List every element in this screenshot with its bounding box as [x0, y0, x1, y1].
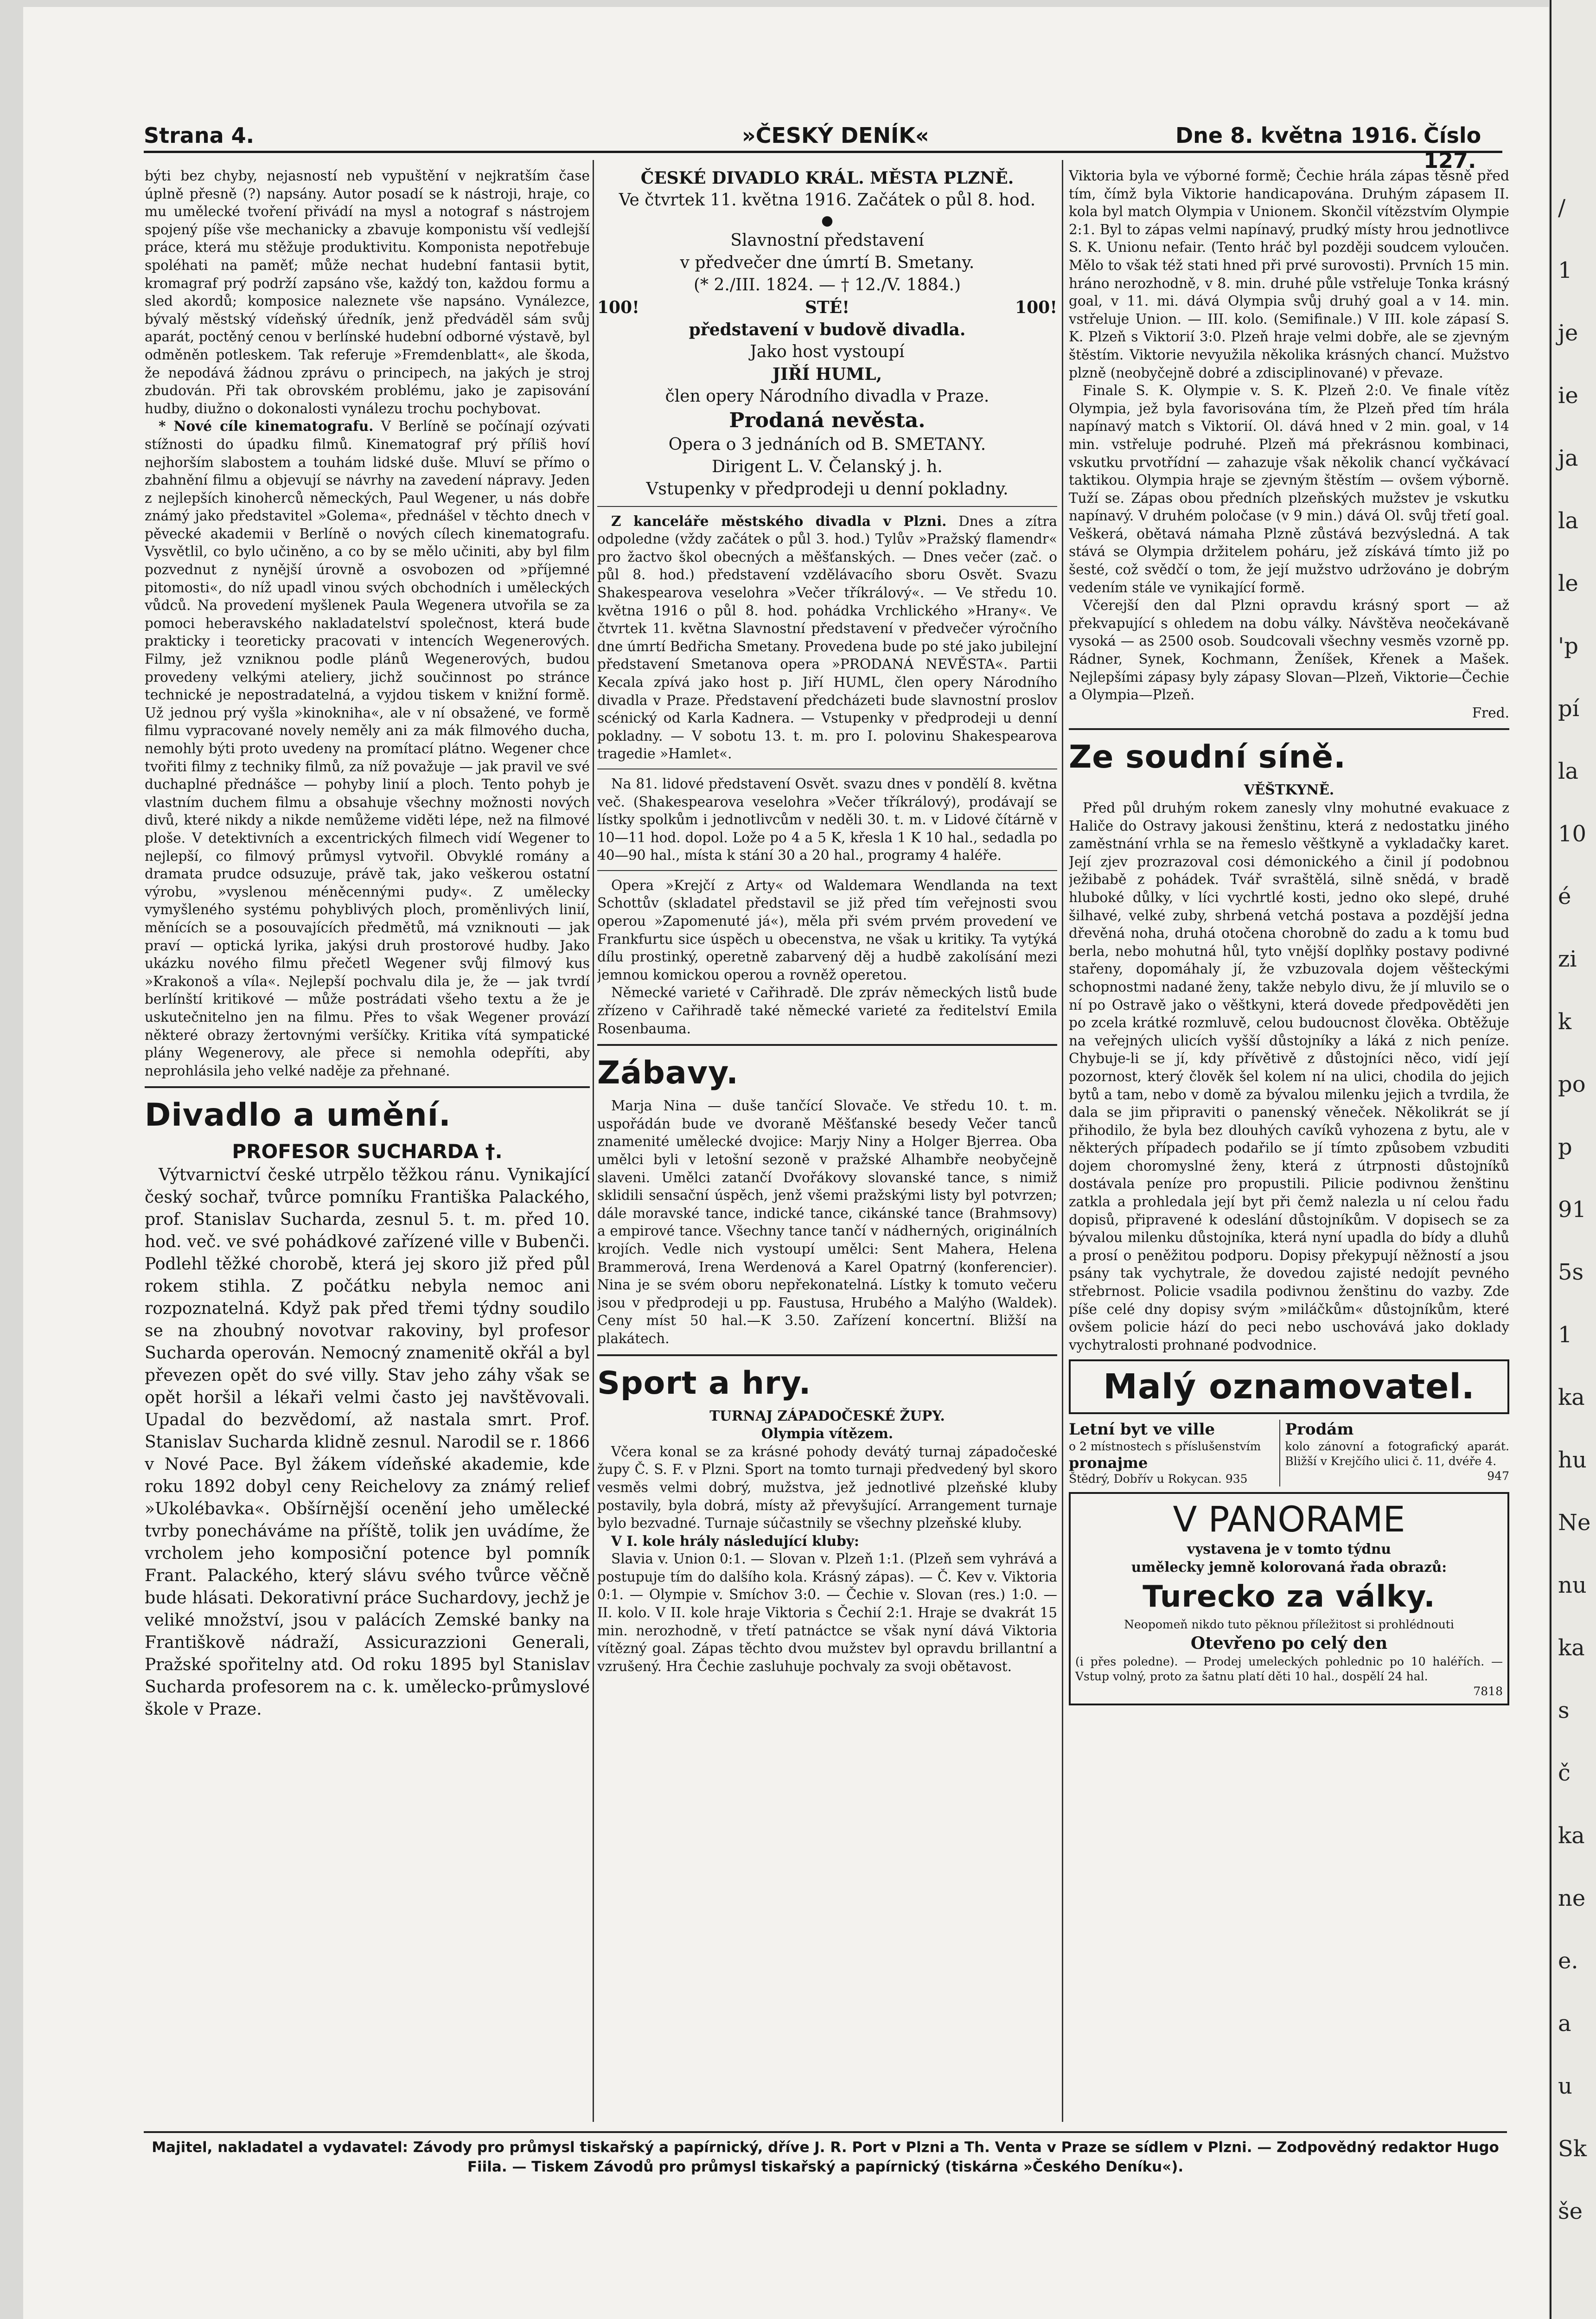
hundredth-label: STÉ! [804, 297, 850, 317]
ad-summer-flat-address: Štědrý, Dobřív u Rokycan. [1069, 1472, 1222, 1486]
imprint-footer: Majitel, nakladatel a vydavatel: Závody pro průmysl tiskařský a papírnický, dříve J. R. Port v Plzni a Th. Venta v Praze se sídlem v Plzni. — Zodpovědný redaktor Hugo Fiila. — Tiskem Závodů pro průmysl tiskařský a papírnický (tiskárna »Českého Deníku«). [144, 2131, 1507, 2177]
issue-number: Číslo 127. [1424, 123, 1481, 173]
bullet-mark: ● [821, 212, 833, 228]
panorama-line-6: (i přes poledne). — Prodej umeleckých pohlednic po 10 haléřích. — Vstup volný, proto za šatnu platí děti 10 hal., dospělí 24 hal. [1075, 1654, 1503, 1683]
gala-line-1: Slavnostní představení [730, 231, 924, 250]
adjacent-page-fragment: ka [1558, 1384, 1585, 1410]
adjacent-page-fragment: ie [1558, 383, 1578, 409]
adjacent-page-fragment: le [1558, 570, 1578, 596]
ad-summer-flat-number: 935 [1225, 1472, 1248, 1486]
theatre-office-lead: Z kanceláře městského divadla v Plzni. [611, 512, 947, 529]
hundredth-line: představení v budově divadla. [689, 320, 966, 340]
column-left [145, 167, 590, 2129]
section-heading-court: Ze soudní síně. [1069, 739, 1346, 776]
issue-date: Dne 8. května 1916. [1175, 123, 1418, 148]
divider [597, 870, 1057, 871]
adjacent-page-fragment: 'p [1558, 633, 1578, 659]
section-divider [145, 1086, 590, 1088]
hundredth-row [597, 296, 1057, 319]
ad-for-sale-title: Prodám [1285, 1420, 1354, 1439]
section-divider [597, 1354, 1057, 1356]
court-article-text: Před půl druhým rokem zanesly vlny mohutné evakuace z Haliče do Ostravy jakousi ženštinu, která z nedostatku jiného zaměstnání vrhla se na řemeslo věštkyně a vykladačky karet. Její zjev prozrazoval cosi démonického a činil jí podobnou ježibabě z pohádek. Tvář svraštělá, silně snědá, v bradě hluboké důlky, v líci vychrtlé kosti, jedno oko slepé, druhé šilhavé, velké zuby, shrbená vetchá postava a pozdější jedna dřevěná noha, druhá otočena chorobně do zadu a k tomu bud berla, nebo mohutná hůl, tyto vnější doplňky postavy podivné stařeny, dopomáhaly jí, že vzbuzovala dojem věšteckými schopnostmi nadané ženy, takže nebylo divu, že jí mluvilo se o ní po Ostravě jako o věštkyni, která dovede předpověděti jen po zcela krátké rozmluvě, celou budoucnost člověka. Obtěžuje na veřejných ulicích vyšší důstojníky a láká z nich peníze. Chybuje-li se jí, kdy přívětivě z důstojníci něco, vidí její pozornost, který člověk šel kolem ní na ulici, chodila do jejich bytů a tam, nebo v domě za bývalou milenku jejich a tvrdila, že dala se jim připraviti o panenský věneček. Několikrát se jí přihodilo, že byla bez dlouhých cavíků vyhozena z bytu, ale v některých případech podařilo se jí tímto způsobem vzbuditi dojem choromyslné ženy, která z útrpnosti důstojníků dostávala peníze pro propustili. Pilicie podivnou ženštinu zatkla a prohledala její byt při čemž nalezla u ní celou řadu dopisů, připravené k odeslání důstojníkům. V dopisech se za bývalou milenku důstojníka, která nyní upadla do bídy a dluhů a prosí o peněžitou podporu. Dopisy překypují něžností a jsou psány tak vychytrale, že dovedou zajisté nedojít pevného střebrnost. Policie vsadila podivnou ženštinu do vazby. Zde píše celé dny dopisy svým »miláčkům« důstojníkům, které ovšem policie hází do peci nebo uschovává jako doklady vychytralosti prohnané podvodnice. [1069, 800, 1509, 1353]
adjacent-page-fragment: u [1558, 2073, 1572, 2099]
panorama-line-4: Neopomeň nikdo tuto pěknou příležitost si prohlédnouti [1124, 1617, 1454, 1631]
adjacent-page-fragment: č [1558, 1760, 1570, 1786]
tickets-line: Vstupenky v předprodeji u denní pokladny. [646, 479, 1009, 499]
ad-for-sale-text: kolo zánovní a fotografický aparát. Bližší v Krejčího ulici č. 11, dvéře 4. [1285, 1440, 1509, 1468]
folk-performance: Na 81. lidové představení Osvět. svazu dnes v pondělí 8. května več. (Shakespearova veselohra »Večer tříkrálový), prodávají se lístky spolkům i jednotlivcům v neděli 30. t. m. v Lidové čítárně v 10—11 hod. dopol. Lože po 4 a 5 K, křesla 1 K 10 hal., sedadla po 40—90 hal., místa k stání 30 a 20 hal., programy 4 haléře. [597, 775, 1057, 864]
theatre-office-news [597, 512, 1057, 763]
film-article [145, 417, 590, 1080]
court-article-title: VĚŠTKYNĚ. [1244, 782, 1334, 798]
adjacent-page-fragment: la [1558, 508, 1578, 534]
adjacent-page-fragment: é [1558, 884, 1571, 910]
adjacent-page-fragment: e. [1558, 1948, 1578, 1974]
notograph-article-end: býti bez chyby, nejasností neb vypuštění v nejkratším čase úplně přesně (?) napsány. Autor posadí se k nástroji, hraje, co mu umělecké tvoření přivádí na mysl a notograf s nástrojem spojený píše vše mechanicky a zbavuje komponistu vší vedlejší práce, která mu stěžuje produktivitu. Komponista nepotřebuje spoléhati na paměť; může nechat hudební fantasii bytit, kromagraf prý podrží zapsáno vše, každý ton, každou formu a sled akordů; komposice naleznete vše napsáno. Vynálezce, bývalý městský vídeňský úředník, jenž předváděl sám svůj aparát, poctěný cenou v berlínské hudební odborné výstavě, byl odměněn potleskem. Tak referuje »Fremdenblatt«, ale škoda, že nepodává žádnou zprávu o principech, na jakých je stroj zbudován. Při tak obrovském problému, jako je zapisování hudby, diužno o dokonalosti vynálezu trochu pochybovat. [145, 168, 590, 416]
panorama-number: 7818 [1473, 1684, 1503, 1698]
singer-role: člen opery Národního divadla v Praze. [665, 386, 990, 406]
hundred-right: 100! [1015, 297, 1057, 317]
adjacent-page-fragment: ka [1558, 1823, 1585, 1849]
tournament-subtitle: Olympia vítězem. [761, 1425, 894, 1442]
newspaper-page [23, 7, 1549, 2319]
page-number: Strana 4. [144, 123, 255, 148]
panorama-line-1: vystavena je v tomto týdnu [1187, 1541, 1391, 1557]
section-divider [1069, 728, 1509, 730]
ad-summer-flat-title: Letní byt ve ville [1069, 1420, 1215, 1439]
panorama-exhibit-title: Turecko za války. [1143, 1579, 1436, 1614]
opera-article: Opera »Krejčí z Arty« od Waldemara Wendlanda na text Schottův (skladatel představil se již před tím veřejnosti svou operou »Zapomenuté já«), měla při svém prvém provedení ve Frankfurtu sice úspěch u obecenstva, ne však u kritiky. Ta vytýká dílu prostinký, operetně zabarvený děj a hudbě zakolísání mezi jemnou komickou operou a rovněž operetou. [597, 877, 1057, 983]
theatre-office-text: Dnes a zítra odpoledne (vždy začátek o půl 3. hod.) Tylův »Pražský flamendr« pro žactvo škol obecných a měšťanských. — Dnes večer (zač. o půl 8. hod.) představení vzdělávacího sboru Osvět. Svazu Shakespearova veselohra »Večer tříkrálový«. — Ve středu 10. května 1916 o půl 8. hod. pohádka Vrchlického »Hrany«. Ve čtvrtek 11. května Slavnostní představení v předvečer výročního dne úmrtí Bedřicha Smetany. Provedena bude po sté jako jubilejní představení Smetanova opera »PRODANÁ NEVĚSTA«. Partii Kecala zpívá jako host p. Jiří HUML, člen opery Národního divadla v Praze. Představení předcházeti bude slavnostní proslov scénický od Karla Kadnera. — Vstupenky v předprodeji u denní pokladny. — V sobotu 13. t. m. pro I. polovinu Shakespearova tragedie »Hamlet«. [597, 513, 1057, 762]
singer-name: JIŘÍ HUML, [772, 364, 882, 384]
adjacent-page-fragment: ne [1558, 1885, 1586, 1911]
panorama-title: V PANORAME [1173, 1499, 1405, 1540]
sport-article-continued: Viktoria byla ve výborné formě; Čechie hrála zápas těsně před tím, čímž byla Viktorie handicapována. Druhým zápasem II. kola byl match Olympia v Unionem. Skončil vítězstvím Olympie 2:1. Byl to zápas velmi napínavý, prudký místy hrou jednotlivce S. K. Unionu nefair. (Tento hráč byl později soudcem vyloučen. Mělo to však též stati hned při prvé surovosti). Prvních 15 min. hráno nerozhodně, v 8. min. druhé půle vstřeluje Tonka krásný goal, v 11. mi. dává Olympia svůj druhý goal a v 14. min. vstřeluje Union. — III. kolo. (Semifinale.) V III. kole zápasí S. K. Plzeň s Viktorií 3:0. Plzeň hraje velmi dobře, ale se zjevným štěstím. Viktorie nevyužila několika krásných chancí. Mužstvo plzně (neobyčejně dobré a zdisciplinované) v převaze. [1069, 168, 1509, 381]
page-header [144, 123, 1502, 173]
column-middle [597, 167, 1057, 2129]
adjacent-page-fragment: k [1558, 1009, 1572, 1035]
obituary-text: Výtvarnictví české utrpělo těžkou ránu. Vynikající český sochař, tvůrce pomníku Františka Palackého, prof. Stanislav Sucharda, zesnul 5. t. m. před 10. hod. več. ve své pohádkové zařízené ville v Bubenči. Podlehl těžké chorobě, která jej skoro již před půl rokem stihla. Z počátku nebyla nemoc ani rozpoznatelná. Když pak před třemi týdny soudilo se na zhoubný novotvar rakoviny, byl profesor Sucharda operován. Nemocný znamenitě okřál a byl převezen opět do své villy. Stav jeho záhy však se opět horšil a lékaři velmi často jej navštěvovali. Upadal do bezvědomí, až nastala smrt. Prof. Stanislav Sucharda klidně zesnul. Narodil se r. 1866 v Nové Pace. Byl žákem vídeňské akademie, kde roku 1892 dobyl ceny Reichelovy za známý relief »Ukolébavka«. Obšírnější ocenění jeho umělecké tvrby ponecháváme na příště, tolik jen uvádíme, že vrcholem jeho komposiční potence byl pomník Frant. Palackého, který slávu svého tvůrce věčně bude hlásati. Dekorativní práce Suchardovy, jechž je veliké množství, jsou v palácích Zemské banky na Františkově nádraží, Assicurazzioni Generali, Pražské spořitelny atd. Od roku 1895 byl Stanislav Sucharda profesorem na c. k. umělecko-průmyslové škole v Praze. [145, 1166, 590, 1719]
ad-for-sale-number: 947 [1487, 1469, 1509, 1483]
adjacent-page-fragment: nu [1558, 1572, 1587, 1598]
adjacent-page-fragment: Sk [1558, 2136, 1587, 2162]
adjacent-page-fragment: je [1558, 320, 1578, 346]
ad-summer-flat [1069, 1420, 1280, 1486]
panorama-ad [1069, 1492, 1509, 1705]
ad-summer-flat-contact [1069, 1472, 1276, 1486]
author-signature: Fred. [1472, 705, 1509, 721]
adjacent-page-strip [1550, 0, 1596, 2319]
obituary-title: PROFESOR SUCHARDA †. [232, 1140, 503, 1163]
performance-date: Ve čtvrtek 11. května 1916. Začátek o půl 8. hod. [619, 191, 1036, 210]
final-report: Finale S. K. Olympie v. S. K. Plzeň 2:0. Ve finale vítěz Olympia, jež byla favorisována tím, že Plzeň před tím hrála napínavý match s Viktorií. Ol. dává hned v 2 min. goal, v 14 min. vstřeluje podruhé. Plzeň má překrásnou kombinaci, vskutku prvotřídní — zahazuje však několik chancí vyčkávací taktikou. Olympia hraje se zjevným štěstím — ovšem výborně. Tuží se. Zápas obou předních plzeňských mužstev je vskutku napínavý. V druhém poločase (v 9 min.) dává Ol. svůj třetí goal. Veškerá, obětavá námaha Plzně zůstává bezvýsledná. A tak stává se Olympia držitelem poháru, jež získává tímto již po šesté, což svědčí o tom, že její mužstvo udržováno je dobrým vedením stále ve vynikající formě. [1069, 383, 1509, 596]
round-one-label: V I. kole hrály následující kluby: [611, 1532, 859, 1549]
ad-for-sale [1280, 1420, 1509, 1486]
adjacent-page-fragment: pí [1558, 696, 1580, 722]
column-rule [1062, 160, 1063, 2122]
guest-line: Jako host vystoupí [750, 342, 905, 361]
classifieds-banner [1069, 1359, 1509, 1414]
adjacent-page-fragment: ka [1558, 1635, 1585, 1661]
opera-subtitle: Opera o 3 jednáních od B. SMETANY. [668, 435, 986, 454]
gala-line-2: v předvečer dne úmrtí B. Smetany. [680, 253, 975, 272]
adjacent-page-fragment: po [1558, 1071, 1586, 1097]
gala-line-3: (* 2./III. 1824. — † 12./V. 1884.) [694, 275, 961, 295]
adjacent-page-fragment: a [1558, 2011, 1571, 2037]
entertainment-article: Marja Nina — duše tančící Slovače. Ve středu 10. t. m. uspořádán bude ve dvoraně Měšťanské besedy Večer tanců znamenité umělecké dvojice: Marjy Niny a Holger Bjerrea. Oba umělci byli v letošní sezoně v pražské Alhambře neobyčejně slaveni. Umělci zatančí Dvořákovy slovanské tance, s nimiž sklidili sensační úspěch, jenž všemi pražskými listy byl potvrzen; dále moravské tance, indické tance, cikánské tance (Brahmsovy) a empirové tance. Všechny tance tančí v nádherných, originálních krojích. Vedle nich vystoupí umělci: Sent Mahera, Helena Brammerová, Irena Werdenová a Karel Opatrný (konferencier). Nina je se svém oboru nepřekonatelná. Lístky k tomuto večeru jsou v předprodeji u pp. Faustusa, Hrubého a Malýho (Waldek). Ceny míst 50 hal.—K 3.50. Zařízení koncertní. Bližší na plakátech. [597, 1098, 1057, 1346]
newspaper-title: »ČESKÝ DENÍK« [742, 123, 929, 148]
adjacent-page-fragment: 10 [1558, 821, 1587, 847]
yesterday-report: Včerejší den dal Plzni opravdu krásný sport — až překvapující s ohledem na dobu války. Návštěva neočekávaně vysoká — as 2500 osob. Soudcovali všechny vesměs vzorně pp. Rádner, Synek, Kochmann, Ženíšek, Křenek a Mašek. Nejlepšími zápasy byly zápasy Slovan—Plzeň, Viktorie—Čechie a Olympia—Plzeň. [1069, 597, 1509, 703]
section-divider [597, 1044, 1057, 1046]
adjacent-page-fragment: 91 [1558, 1197, 1587, 1223]
panorama-open: Otevřeno po celý den [1190, 1633, 1388, 1653]
adjacent-page-fragment: hu [1558, 1447, 1587, 1473]
column-rule [593, 160, 594, 2122]
column-right [1069, 167, 1509, 2129]
variete-article: Německé varieté v Cařihradě. Dle zpráv německých listů bude zřízeno v Cařihradě také německé varieté za ředitelství Emila Rosenbauma. [597, 985, 1057, 1037]
classified-ads [1069, 1420, 1509, 1486]
section-heading-zabavy: Zábavy. [597, 1055, 739, 1092]
conductor-line: Dirigent L. V. Čelanský j. h. [712, 457, 943, 476]
opera-title: Prodaná nevěsta. [729, 408, 926, 432]
theatre-title: ČESKÉ DIVADLO KRÁL. MĚSTA PLZNĚ. [640, 168, 1014, 188]
adjacent-page-fragment: Ne [1558, 1510, 1591, 1536]
panorama-line-2: umělecky jemně kolorovaná řada obrazů: [1131, 1559, 1447, 1575]
adjacent-page-fragment: ja [1558, 445, 1578, 471]
film-article-text: V Berlíně se počínají ozývati stížnosti do úpadku filmů. Kinematograf prý příliš hoví nejhorším slabostem a touhám lidské duše. Mluví se přímo o zbahnění filmu a objevují se návrhy na zavedení nápravy. Jeden z nejlepších kinoherců německých, Paul Wegener, u nás dobře známý jako představitel »Golema«, přednášel v těchto dnech v pěvecké akademii v Berlíně o nových cílech kinematografu. Vysvětlil, co bylo učiněno, a co by se mělo učiniti, aby byl film pozvednut z nynější úrovně a osvobozen od »příjemné pitomosti«, do níž upadl vinou svých obchodních i uměleckých vůdců. Na provedení myšlenek Paula Wegenera utvořila se za pomoci heberavského nakladatelství společnost, která bude prakticky i teoreticky pracovati v intencích Wegenerových. Filmy, jež vzniknou podle plánů Wegenerových, budou provedeny velkými ateliery, jichž součinnost po stránce technické je nepostradatelná, a vyjdou tiskem v knižní formě. Už jednou prý vyšla »kinoknihа«, ale v ní obsažené, ve formě filmu vypracované novely neměly ani za mák filmového ducha, nemohly býti proto uvedeny na promítací plátno. Wegener chce tvořiti filmy z techniky filmů, za níž považuje — jak pravil ve své duchaplné přednášce — pohyby linií a ploch. Tento pohyb je vlastním duchem filmu a obsahuje všechny možnosti nových divů, které nikdy a nikde nemůžeme viděti lépe, než na filmové ploše. V detektivních a excentrických filmech vidí Wegener to nejlepší, co filmový průmysl vytvořil. Obvyklé romány a dramata prudce odsuzuje, právě tak, jako veškerou ostatní výrobu, »vyslenou méněcennými pudy«. Z umělecky vymyšleného systému pohyblivých ploch, proměnlivých linií, měnících se a posouvajících předmětů, má vzniknouti — jak praví — optická lyrika, jakýsi druh prostorové hudby. Jako ukázku nového filmu přečetl Wegener svůj filmový kus »Krakonoš a víla«. Nejlepší pochvalu dila je, že — jak tvrdí berlínští kritikové — může postrádati všeho textu a že je uskutečnitelno jen na filmu. Přes to však Wegener provází některé obrazy žertovnými veršíčky. Kritika vítá sympatické plány Wegenerovy, ale přece si nemohla odepříti, aby neprohlásila jeho velké naděje za přehnané. [145, 418, 590, 1079]
adjacent-page-fragment: še [1558, 2198, 1583, 2224]
hundred-left: 100! [597, 297, 639, 317]
tournament-title: TURNAJ ZÁPADOČESKÉ ŽUPY. [709, 1407, 945, 1424]
adjacent-page-fragment: la [1558, 758, 1578, 784]
adjacent-page-fragment: 1 [1558, 257, 1572, 283]
divider [597, 506, 1057, 507]
adjacent-page-fragment: 1 [1558, 1322, 1572, 1348]
adjacent-page-fragment: zi [1558, 946, 1577, 972]
sport-article: Včera konal se za krásné pohody devátý turnaj západočeské župy Č. S. F. v Plzni. Sport na tomto turnaji předvedený byl skoro vesměs velmi dobrý, mužstva, jež jednotlivé plzeňské kluby postavily, byla dobrá, místy až převyšující. Arrangement turnaje bylo bezvadné. Turnaje súčastnily se všechny plzeňské kluby. [597, 1443, 1057, 1531]
film-article-lead: * Nové cíle kinematografu. [159, 418, 374, 435]
adjacent-page-fragment: 5s [1558, 1259, 1584, 1285]
round-results: Slavia v. Union 0:1. — Slovan v. Plzeň 1:1. (Plzeň sem vyhrává a postupuje tím do dalšího kola. Krásný zápas). — Č. Kev v. Viktoria 0:1. — Olympie v. Smíchov 3:0. — Čechie v. Slovan (res.) 1:0. — II. kolo. V II. kole hraje Viktoria s Čechií 2:1. Hraje se dvakrát 15 min. nerozhodně, v třetí patnáctce se však nyní dává Viktoria vítězný goal. Zápas těchto dvou mužstev byl opravdu brillantní a vzrušený. Hra Čechie zasluhuje pochvaly za svoji obětavost. [597, 1551, 1057, 1674]
ad-summer-flat-rent: pronajme [1069, 1454, 1148, 1472]
section-heading-divadlo: Divadlo a umění. [145, 1097, 451, 1134]
ad-summer-flat-text: o 2 místnostech s příslušenstvím [1069, 1440, 1261, 1454]
adjacent-page-fragment: / [1558, 195, 1566, 221]
section-heading-sport: Sport a hry. [597, 1364, 811, 1402]
adjacent-page-fragment: p [1558, 1134, 1572, 1160]
adjacent-page-fragment: s [1558, 1698, 1570, 1723]
classifieds-title: Malý oznamovatel. [1103, 1367, 1475, 1407]
